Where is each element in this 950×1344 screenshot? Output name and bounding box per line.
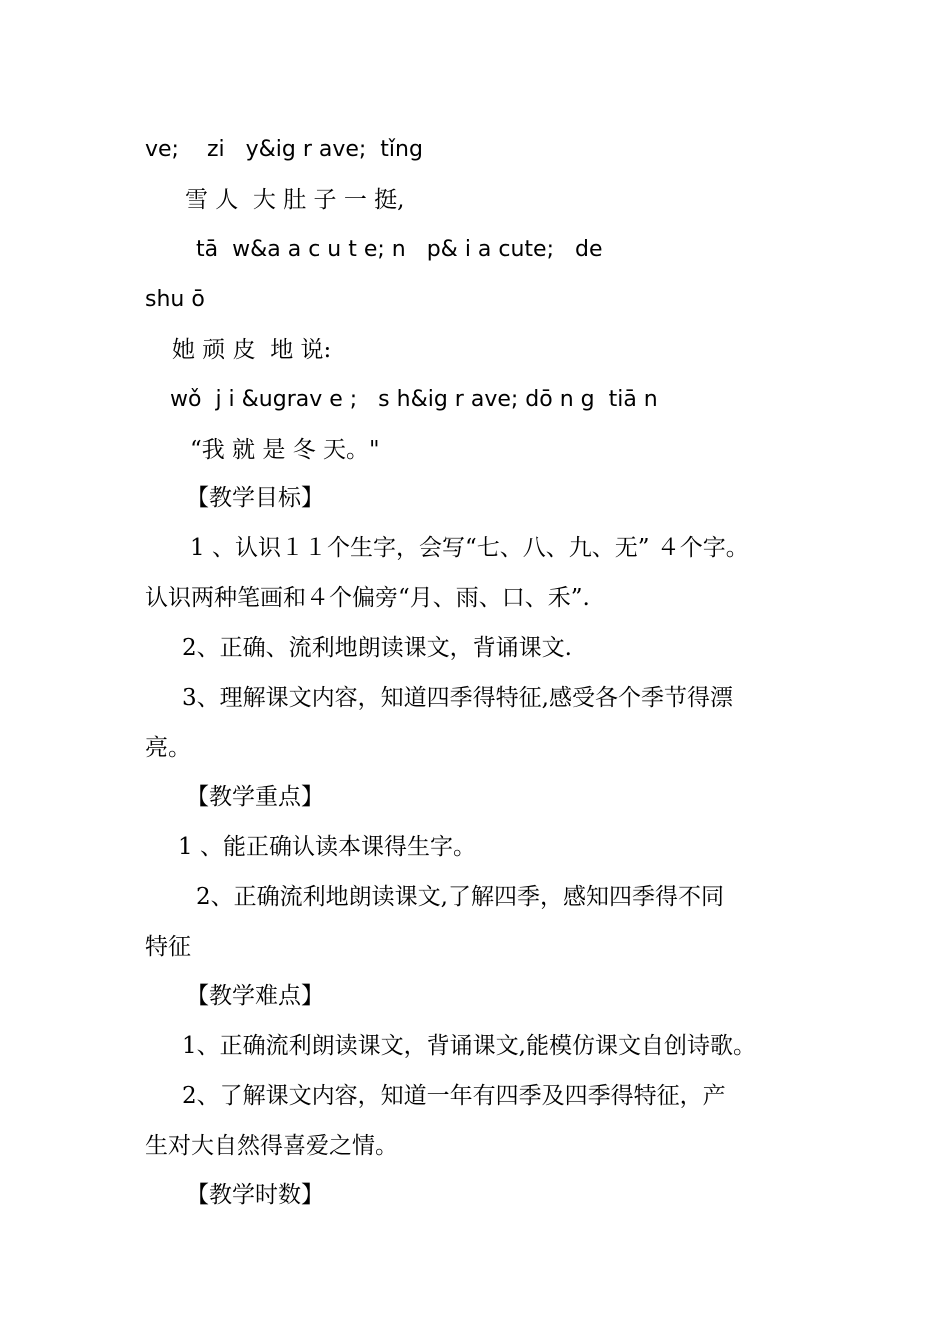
paragraph-line: 2、正确流利地朗读课文,了解四季，感知四季得不同: [196, 884, 724, 910]
paragraph-line: 3、理解课文内容，知道四季得特征,感受各个季节得漂: [182, 685, 733, 711]
section-heading-class-hours: 【教学时数】: [186, 1182, 324, 1208]
paragraph-line: 1 、能正确认读本课得生字。: [178, 834, 476, 860]
paragraph-line: 生对大自然得喜爱之情。: [145, 1133, 398, 1159]
paragraph-line: 认识两种笔画和４个偏旁“月、雨、口、禾”.: [145, 585, 590, 611]
paragraph-line: 亮。: [145, 735, 191, 761]
pinyin-line: shu ō: [145, 287, 205, 312]
paragraph-line: 特征: [145, 934, 191, 960]
poem-line: “我 就 是 冬 天。": [190, 437, 380, 463]
section-heading-key-points: 【教学重点】: [186, 784, 324, 810]
poem-line: 雪 人 大 肚 子 一 挺,: [185, 187, 405, 213]
paragraph-line: 2、正确、流利地朗读课文，背诵课文.: [182, 635, 572, 661]
paragraph-line: 1 、认识１１个生字，会写“七、八、九、无” ４个字。: [190, 535, 749, 561]
section-heading-difficulties: 【教学难点】: [186, 983, 324, 1009]
paragraph-line: 2、了解课文内容，知道一年有四季及四季得特征，产: [182, 1083, 726, 1109]
pinyin-line: tā w&a a c u t e; n p& i a cute; de: [196, 237, 603, 262]
paragraph-line: 1、正确流利朗读课文，背诵课文,能模仿课文自创诗歌。: [182, 1033, 756, 1059]
pinyin-line: wǒ j i &ugrav e ; s h&ig r ave; dō n g tiā n: [170, 387, 658, 412]
pinyin-line: ve; zi y&ig r ave; tǐng: [145, 137, 423, 162]
poem-line: 她 顽 皮 地 说:: [172, 337, 332, 363]
section-heading-objectives: 【教学目标】: [186, 485, 324, 511]
